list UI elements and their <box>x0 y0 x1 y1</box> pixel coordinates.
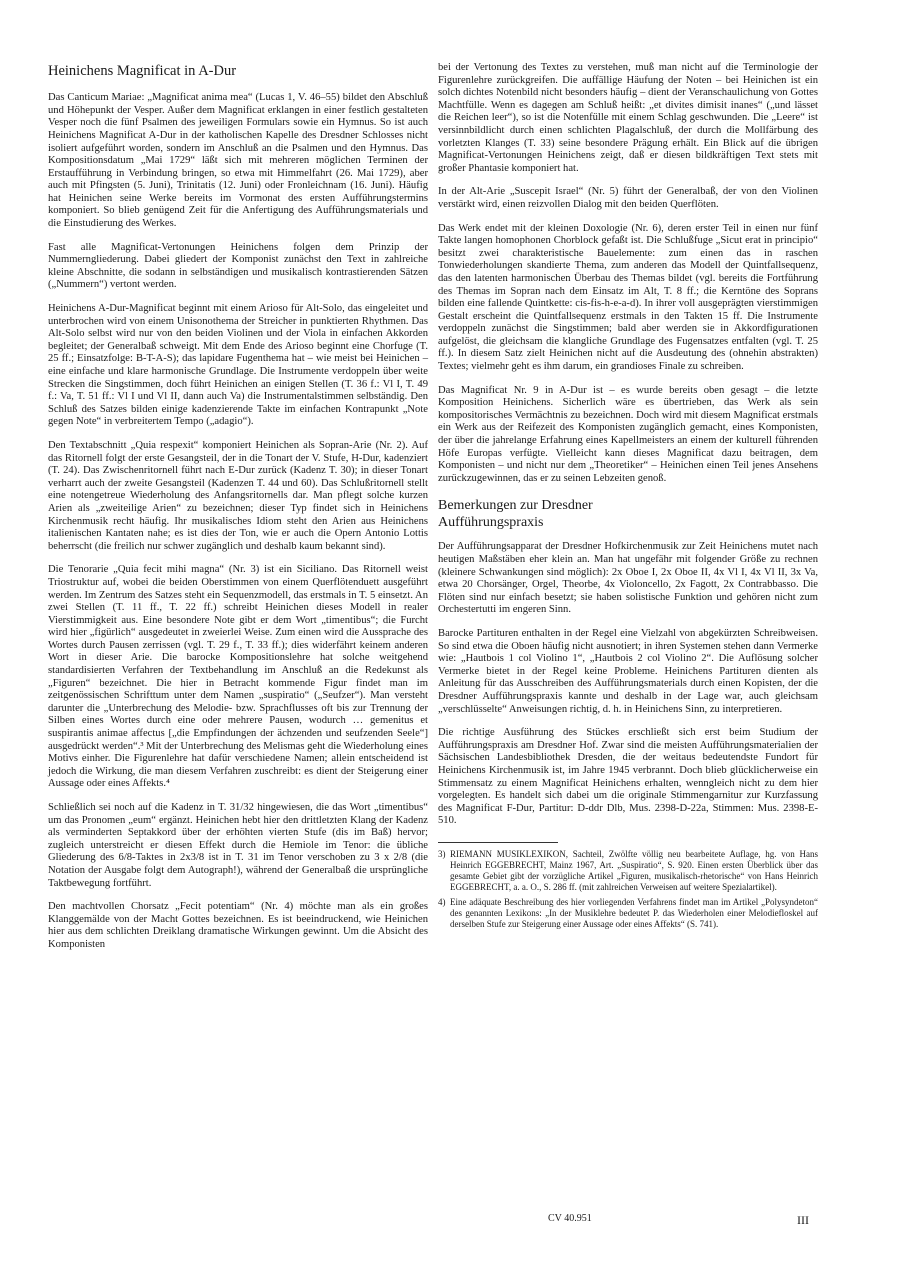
paragraph: Der Aufführungsapparat der Dresdner Hofkirchenmusik zur Zeit Heinichens mutet nach heutigen Maßstäben eher klein an. Man hat ungefähr mit folgender Größe zu rechnen (kleinere Schwankungen sind möglich): 2x Oboe I, 2x Oboe II, 4x Vl I, 4x Vl II, 3x Va, etwa 20 Chorsänger, Orgel, Theorbe, 4x Violoncello, 2x Fagott, 2x Contrabbasso. Die Flöten sind nur einfach besetzt; sie haben solistische Funktion und gehören nicht zum Orchestertutti im engeren Sinn. <box>438 541 818 616</box>
paragraph: Heinichens A-Dur-Magnificat beginnt mit einem Arioso für Alt-Solo, das eingeleitet und unterbrochen wird von einem Unisonothema der Streicher in punktierten Rhythmen. Das Alt-Solo selbst wird nur von den beiden Violinen und der Viola in einfachen Akkorden begleitet; der Generalbaß schweigt. Mit dem Ende des Arioso beginnt eine Chorfuge (T. 25 ff.; Einsatzfolge: B-T-A-S); das lapidare Fugenthema hat – wie meist bei Heinichen – eine einfache und klare harmonische Grundlage. Die Instrumente verdoppeln über weite Strecken die Singstimmen, doch führt Heinichen an einigen Stellen (T. 36 f.: Vl I, T. 49 f.: Va, T. 51 ff.: Vl I und Vl II, dann auch Va) die Instrumentalstimmen selbständig. Den Schluß des Satzes bilden einige kadenzierende Takte im einfachen Kontrapunkt „Note gegen Note“ in verbreitertem Tempo („adagio“). <box>48 303 428 428</box>
paragraph: In der Alt-Arie „Suscepit Israel“ (Nr. 5) führt der Generalbaß, der von den Violinen verstärkt wird, einen reizvollen Dialog mit den beiden Querflöten. <box>438 186 818 210</box>
paragraph: Die Tenorarie „Quia fecit mihi magna“ (Nr. 3) ist ein Siciliano. Das Ritornell weist Triostruktur auf, wobei die beiden Oberstimmen von einem Querflötenduett ausgeführt werden. Im Zentrum des Satzes steht ein Sequenzmodell, das erstmals in T. 5 einsetzt. An zwei Stellen (T. 11 ff., T. 22 ff.) schreibt Heinichen dieses Modell in realer Vierstimmigkeit aus. Eine besondere Note gibt er dem Wort „timentibus“; die Furcht wird hier „figürlich“ ausgedeutet in zweierlei Weise. Zum einen wird die Aussprache des Wortes durch Pausen zerrissen (vgl. T. 29 f., T. 33 ff.); dies widerfährt keinem anderen Wort in dieser Arie. Die barocke Kompositionslehre hat solche weitgehend standardisierten Verfahren der Textbehandlung im Anschluß an die Redekunst als „Figuren“ bezeichnet. Die hier in Betracht kommende Figur findet man im zeitgenössischen Schrifttum unter dem Namen „suspiratio“ („Seufzer“). Man versteht darunter die „Unterbrechung des Melodie- bzw. Sprachflusses oft bis zur Trennung der Silben eines Wortes durch eine oder mehrere Pausen, wodurch … gemenitus et suspirantis animae affectus [„die Empfindungen der ächzenden und seufzenden Seele“] ausgedrückt werden“.³ Mit der Unterbrechung des Melismas geht die Wiederholung eines Motivs einher. Die Figurenlehre hat dafür verschiedene Namen; allein entscheidend ist jedoch die Wirkung, die man diesem Verfahren zuschreibt: es dient der Steigerung einer Aussage oder eines Affekts.⁴ <box>48 564 428 790</box>
left-column <box>48 62 428 963</box>
footnote-mark: 3) <box>438 848 446 859</box>
right-column <box>438 62 818 934</box>
footnote <box>438 897 818 930</box>
footnote-mark: 4) <box>438 896 446 907</box>
paragraph: Das Canticum Mariae: „Magnificat anima mea“ (Lucas 1, V. 46–55) bildet den Abschluß und Höhepunkt der Vesper. Außer dem Magnificat erklangen in einer festlich gestalteten Vesper noch die fünf Psalmen des jeweiligen Formulars sowie ein Hymnus. So ist auch Heinichens Magnificat A-Dur in der katholischen Kapelle des Dresdner Schlosses nicht isoliert aufgeführt worden, sondern im Anschluß an die Psalmen und den Hymnus. Das Kompositionsdatum „Mai 1729“ läßt sich mit mehreren möglichen Terminen der Erstaufführung in Verbindung bringen, so etwa mit Himmelfahrt (26. Mai 1729), aber auch mit Pfingsten (5. Juni), Trinitatis (12. Juni) oder Fronleichnam (16. Juni). Häufig hat Heinichen seine Werke bereits im Vormonat des ersten Aufführungstermins komponiert. So blieb genügend Zeit für die Anfertigung des Aufführungsmaterials und die Einstudierung des Werkes. <box>48 92 428 230</box>
paragraph: Schließlich sei noch auf die Kadenz in T. 31/32 hingewiesen, die das Wort „timentibus“ um das Pronomen „eum“ ergänzt. Heinichen hebt hier den drittletzten Klang der Kadenz als verminderten Septakkord über der erhöhten vierten Stufe (dis im Baß) hervor; zugleich unterstreicht er diesen Effekt durch die Hemiole im Tenor: die übliche Gliederung des 6/8-Taktes in 2x3/8 ist in T. 31 im Tenor verschoben zu 3 x 2/8 (die Notation der Ausgabe folgt dem Autograph!), während der Generalbaß die ursprüngliche Taktbewegung fortführt. <box>48 802 428 889</box>
paragraph: Fast alle Magnificat-Vertonungen Heinichens folgen dem Prinzip der Nummerngliederung. Dabei gliedert der Komponist zunächst den Text in zahlreiche kleine Abschnitte, die sodann in selbständigen und musikalisch kontrastierenden Sätzen („Nummern“) vertont werden. <box>48 241 428 291</box>
paragraph: Das Magnificat Nr. 9 in A-Dur ist – es wurde bereits oben gesagt – die letzte Komposition Heinichens. Sicherlich wäre es übertrieben, das Werk als sein kompositorisches Vermächtnis zu bezeichnen. Doch wird mit diesem Magnificat erstmals ein Werk aus der Reifezeit des Komponisten zugänglich gemacht, eines Komponisten, der über die jahrelange Erfahrung eines Kapellmeisters an einem der kulturell führenden Höfe Europas verfügte. Vielleicht kann dieses Magnificat dazu beitragen, dem Komponisten – und nicht nur dem „Theoretiker“ – Heinichen einen Teil jenes Ansehens zurückzugewinnen, das er zu seinen Lebzeiten genoß. <box>438 384 818 484</box>
paragraph: Den machtvollen Chorsatz „Fecit potentiam“ (Nr. 4) möchte man als ein großes Klanggemälde von der Macht Gottes bezeichnen. Es ist beeindruckend, wie Heinichen hier aus dem schlichten Dreiklang dramatische Wirkungen gewinnt. Um die Absicht des Komponisten <box>48 901 428 950</box>
paragraph: Die richtige Ausführung des Stückes erschließt sich erst beim Studium der Aufführungspraxis am Dresdner Hof. Zwar sind die meisten Aufführungsmaterialien der Sächsischen Landesbibliothek Dresden, die der weitaus bedeutendste Fundort für Heinichens Kirchenmusik ist, im Jahre 1945 verbrannt. Doch blieb glücklicherweise ein Stimmensatz zu einem Magnificat Heinichens erhalten, wenngleich nicht zu dem hier vorgelegten. Es handelt sich dabei um die originale Stimmengarnitur zur Kurzfassung des Magnificat F-Dur, Partitur: D-ddr Dlb, Mus. 2398-D-22a, Stimmen: Mus. 2398-E-510. <box>438 727 818 827</box>
section-heading-line: Bemerkungen zur Dresdner <box>438 498 593 514</box>
section-heading-line: Aufführungspraxis <box>438 515 544 531</box>
paragraph: bei der Vertonung des Textes zu verstehen, muß man nicht auf die Terminologie der Figurenlehre zurückgreifen. Die auffällige Häufung der Noten – bei Heinichen ist ein solch dichtes Notenbild nicht besonders häufig – dient der Veranschaulichung von Gottes Machtfülle. Wenn es dagegen am Schluß heißt: „et divites dimisit inanes“ („und lässet die Reichen leer“), so ist die Notenfülle mit einem Schlag geschwunden. Die „Leere“ ist versinnbildlicht durch einen schlichten Plagalschluß, der durch die Mollfärbung des vorletzten Klanges (T. 33) seine besondere Prägung erhält. Ein Blick auf die übrigen Magnificat-Vertonungen Heinichens zeigt, daß er diesen bildkräftigen Text stets mit großer Phantasie komponiert hat. <box>438 62 818 174</box>
footnote-text: Eine adäquate Beschreibung des hier vorliegenden Verfahrens findet man im Artikel „Polysyndeton“ des genannten Lexikons: „In der Musiklehre bedeutet P. das Wiederholen einer Melodiefloskel auf derselben Stufe zur Steigerung einer Aussage oder eines Affekts“ (S. 741). <box>450 896 818 929</box>
paragraph: Barocke Partituren enthalten in der Regel eine Vielzahl von abgekürzten Schreibweisen. So sind etwa die Oboen häufig nicht ausnotiert; in ihren Systemen stehen dann Vermerke wie: „Hautbois 1 col Violino 1“, „Hautbois 2 col Violino 2“. Die Auflösung solcher Vermerke bietet in der Regel keine Probleme. Heinichens Partituren dienten als Anleitung für das Ausschreiben des Aufführungsmaterials durch einen Kopisten, der die Dresdner Aufführungspraxis kannte und deshalb in der Lage war, auch gleichsam „verschlüsselte“ Anweisungen richtig, d. h. in Heinichens Sinn, zu interpretieren. <box>438 627 818 715</box>
paragraph: Das Werk endet mit der kleinen Doxologie (Nr. 6), deren erster Teil in einen nur fünf Takte langen homophonen Chorblock gefaßt ist. Die Schlußfuge „Sicut erat in principio“ besitzt zwei charakteristische Bauelemente: zum einen das in raschen Tonwiederholungen skandierte Thema, zum anderen das Modell der Quintfallsequenz, das den latenten harmonischen Überbau des Themas bildet (vgl. bereits die Fortführung des Themas im Sopran nach dem Einsatz im Alt, T. 8 ff.; die Kerntöne des Soprans bilden eine fallende Quintkette: cis-fis-h-e-a-d). In ihrer voll ausgeprägten vierstimmigen Gestalt erscheint die Quintfallsequenz erstmals in den Takten 15 ff. Die Instrumente verdoppeln zunächst die Singstimmen; bald aber werden sie in Akkordfigurationen aufgelöst, die gleichsam die klangliche Grundlage des Fugensatzes entfalten (vgl. T. 25 ff.). In diesem Satz zielt Heinichen nicht auf die Ausdeutung des (ohnehin abstrakten) Textes; vielmehr geht es ihm darum, ein grandioses Finale zu schreiben. <box>438 222 818 373</box>
footnote <box>438 849 818 893</box>
footnote-divider <box>438 842 558 843</box>
section-heading <box>438 497 818 531</box>
article-title: Heinichens Magnificat in A-Dur <box>48 63 237 79</box>
catalog-number: CV 40.951 <box>548 1213 592 1224</box>
paragraph: Den Textabschnitt „Quia respexit“ komponiert Heinichen als Sopran-Arie (Nr. 2). Auf das Ritornell folgt der erste Gesangsteil, der in die Tonart der V. Stufe, H-Dur, kadenziert (T. 24). Das Zwischenritornell führt nach E-Dur zurück (Kadenz T. 30); in dieser Tonart verharrt auch der zweite Gesangsteil (Kadenzen T. 44 und 60). Das Schlußritornell stellt eine notengetreue Wiederholung des Anfangsritornells dar. Man pflegt solche kurzen Arien als „zweiteilige Arien“ zu bezeichnen; dieser Typ findet sich in Heinichens Kirchenmusik recht häufig. Ihr musikalisches Idiom steht den Arien aus Heinichens italienischen Kantaten nahe; es ist dies der Ton, wie er auch die Opern Antonio Lottis beherrscht (die freilich nur schwer zugänglich und deshalb kaum bekannt sind). <box>48 439 428 552</box>
page-number: III <box>797 1213 809 1227</box>
footnote-text: RIEMANN MUSIKLEXIKON, Sachteil, Zwölfte völlig neu bearbeitete Auflage, hg. von Hans Heinrich EGGEBRECHT, Mainz 1967, Art. „Suspiratio“, S. 920. Einen ersten Überblick über das gesamte Gebiet gibt der vorzügliche Artikel „Figuren, musikalisch-rhetorische“ von Hans Heinrich EGGEBRECHT, a. a. O., S. 286 ff. (mit zahlreichen Verweisen auf weitere Spezialartikel). <box>450 848 818 892</box>
